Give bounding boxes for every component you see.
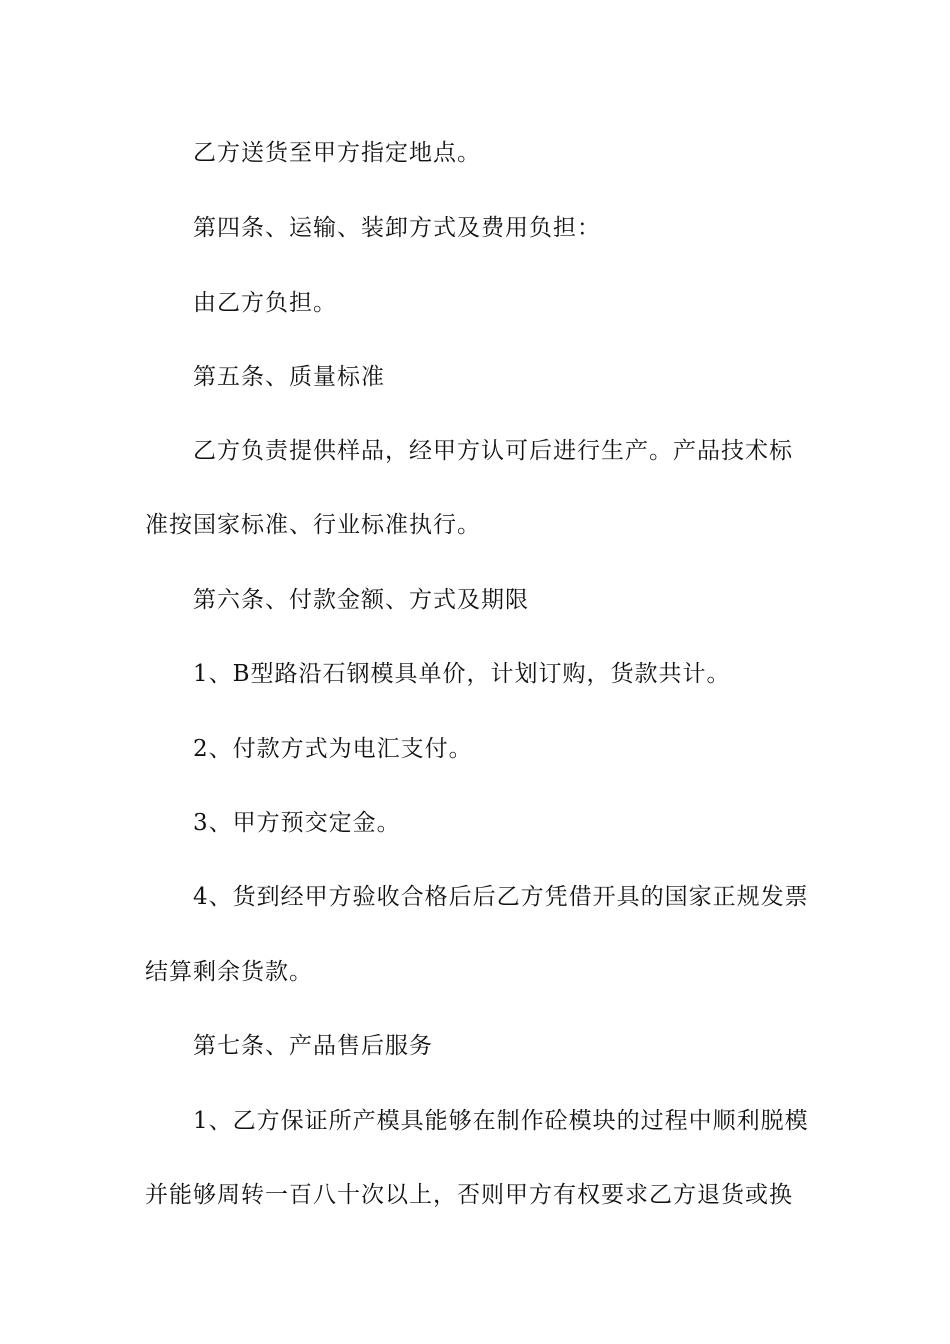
heading-article-6: 第六条、付款金额、方式及期限 [193,587,529,613]
heading-article-4: 第四条、运输、装卸方式及费用负担： [193,215,601,241]
text-line-standards: 准按国家标准、行业标准执行。 [145,512,481,538]
heading-article-7: 第七条、产品售后服务 [193,1033,433,1059]
text-line-delivery: 乙方送货至甲方指定地点。 [193,140,481,166]
list-item-payment-4: 4、货到经甲方验收合格后后乙方凭借开具的国家正规发票 [193,884,809,910]
list-item-service-1: 1、乙方保证所产模具能够在制作砼模块的过程中顺利脱模 [193,1108,809,1134]
heading-article-5: 第五条、质量标准 [193,364,385,390]
text-line-cost-bearing: 由乙方负担。 [193,290,337,316]
text-line-samples: 乙方负责提供样品，经甲方认可后进行生产。产品技术标 [193,438,793,464]
list-item-payment-1: 1、B型路沿石钢模具单价，计划订购，货款共计。 [193,661,731,687]
text-line-settlement: 结算剩余货款。 [145,959,313,985]
list-item-payment-3: 3、甲方预交定金。 [193,810,401,836]
text-line-turnover: 并能够周转一百八十次以上，否则甲方有权要求乙方退货或换 [145,1182,793,1208]
list-item-payment-2: 2、付款方式为电汇支付。 [193,736,473,762]
